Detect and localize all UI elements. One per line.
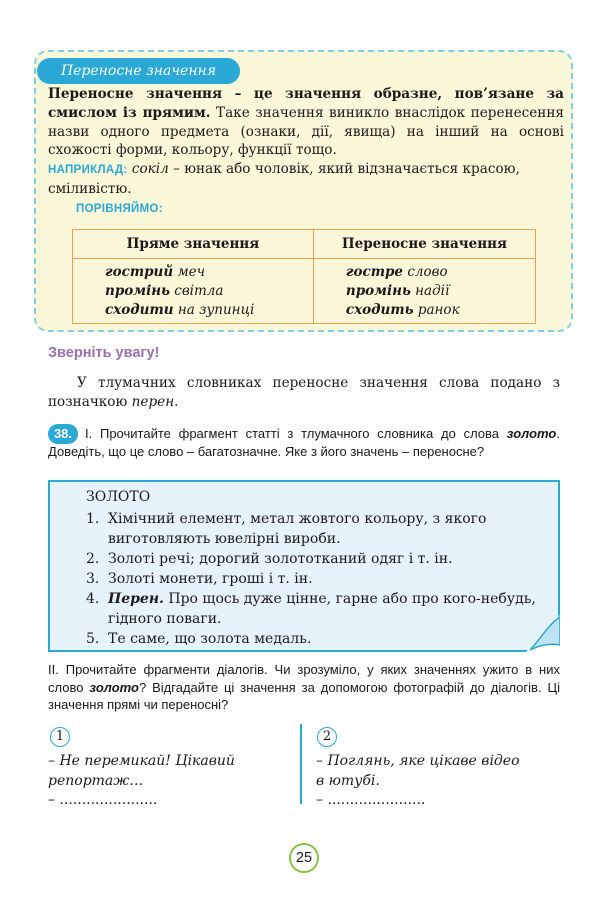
item-number: 2. bbox=[86, 551, 100, 567]
table-entry bbox=[346, 301, 535, 320]
task-word: золото bbox=[506, 426, 557, 441]
table-entry bbox=[105, 282, 313, 301]
dictionary-item bbox=[86, 629, 550, 649]
task2-text-part: ? Відгадайте ці значення за допомогою фотографій до діалогів. Ці значення прямі чи переносні? bbox=[48, 679, 560, 712]
example-text: – юнак або чоловік, який відзначається красою, сміливістю. bbox=[48, 161, 520, 197]
dialog-divider bbox=[300, 724, 302, 804]
task2-word: золото bbox=[89, 679, 139, 695]
item-number: 5. bbox=[86, 631, 100, 647]
attention-mark: перен bbox=[131, 393, 175, 410]
comparison-table bbox=[72, 229, 536, 324]
table-header-figurative: Переносне значення bbox=[313, 230, 535, 259]
attention-text-part: У тлумачних словниках переносне значення слова подано з позначкою bbox=[48, 375, 560, 410]
attention-title: Зверніть увагу! bbox=[48, 345, 160, 361]
dialog-reply-blank: – ...................... bbox=[316, 792, 426, 808]
item-number: 3. bbox=[86, 571, 100, 587]
dictionary-item bbox=[86, 549, 550, 569]
dialog-reply-blank: – ...................... bbox=[48, 792, 158, 808]
attention-text bbox=[48, 374, 560, 412]
task-number-badge: 38. bbox=[48, 424, 78, 444]
item-text: Золоті монети, гроші і т. ін. bbox=[108, 571, 313, 587]
task-text-part: . Доведіть, що це слово – багатозначне. Яке з його значень – переносне? bbox=[48, 426, 560, 459]
dictionary-item bbox=[86, 589, 550, 629]
dictionary-list bbox=[86, 509, 550, 649]
entry-text: слово bbox=[403, 264, 448, 280]
item-text: Про щось дуже цінне, гарне або про кого-небудь, гідного поваги. bbox=[108, 591, 536, 627]
item-mark: Перен. bbox=[108, 591, 164, 607]
dialog-line: в ютубі. bbox=[316, 772, 380, 789]
table-cell-direct bbox=[73, 259, 314, 324]
compare-label: ПОРІВНЯЙМО: bbox=[76, 203, 163, 215]
task2-text-part: ІІ. Прочитайте фрагменти діалогів. Чи зрозуміло, у яких значеннях ужито в них слово bbox=[48, 662, 560, 695]
dialog-number-2: 2 bbox=[317, 727, 337, 747]
table-cell-figurative bbox=[313, 259, 535, 324]
rule-example bbox=[48, 160, 564, 199]
attention-text-part: . bbox=[174, 393, 179, 410]
entry-bold: гостре bbox=[345, 264, 404, 280]
table-entry bbox=[105, 301, 313, 320]
table-entry bbox=[105, 263, 313, 282]
entry-text: світла bbox=[169, 283, 224, 299]
entry-text: на зупинці bbox=[173, 302, 255, 318]
task2-text bbox=[48, 661, 560, 714]
example-label: НАПРИКЛАД: bbox=[48, 164, 128, 176]
rule-definition-bold: Переносне значення – це значення образне, пов’язане за смислом із прямим. bbox=[48, 86, 564, 121]
rule-definition-text: Таке значення виникло внаслідок перенесення назви одного предмета (ознаки, дії, явища) на інший на основі схожості форми, кольору, функції тощо. bbox=[48, 104, 564, 159]
rule-definition bbox=[48, 85, 564, 160]
table-entry bbox=[346, 263, 535, 282]
item-text: Хімічний елемент, метал жовтого кольору, з якого виготовляють ювелірні вироби. bbox=[108, 511, 487, 547]
entry-bold: сходити bbox=[105, 302, 174, 318]
dictionary-title: ЗОЛОТО bbox=[86, 489, 151, 505]
entry-bold: сходить bbox=[345, 302, 414, 318]
task-text bbox=[48, 425, 560, 460]
entry-bold: гострий bbox=[105, 264, 174, 280]
entry-text: меч bbox=[173, 264, 206, 280]
dialog-number-1: 1 bbox=[50, 727, 70, 747]
entry-bold: промінь bbox=[345, 283, 411, 299]
dictionary-item bbox=[86, 509, 550, 549]
item-text: Те саме, що золота медаль. bbox=[108, 631, 312, 647]
dialog-line: – Поглянь, яке цікаве відео bbox=[316, 753, 520, 769]
dialog-2 bbox=[316, 752, 566, 811]
table-entry bbox=[346, 282, 535, 301]
entry-text: надії bbox=[410, 283, 450, 299]
rule-tag bbox=[37, 58, 240, 84]
dictionary-item bbox=[86, 569, 550, 589]
entry-bold: промінь bbox=[105, 283, 170, 299]
task-text-part: І. Прочитайте фрагмент статті з тлумачного словника до слова bbox=[85, 426, 507, 441]
table-header-direct: Пряме значення bbox=[73, 230, 314, 259]
dialog-line: репортаж… bbox=[48, 772, 144, 789]
item-number: 1. bbox=[86, 511, 100, 527]
page-number: 25 bbox=[289, 843, 319, 873]
entry-text: ранок bbox=[413, 302, 460, 318]
item-text: Золоті речі; дорогий золототканий одяг і т. ін. bbox=[108, 551, 453, 567]
item-number: 4. bbox=[86, 591, 100, 607]
dialog-1 bbox=[48, 752, 288, 811]
rule-tag-label: Переносне значення bbox=[60, 63, 217, 79]
dialog-line: – Не перемикай! Цікавий bbox=[48, 753, 235, 769]
example-word: сокіл bbox=[131, 161, 169, 177]
